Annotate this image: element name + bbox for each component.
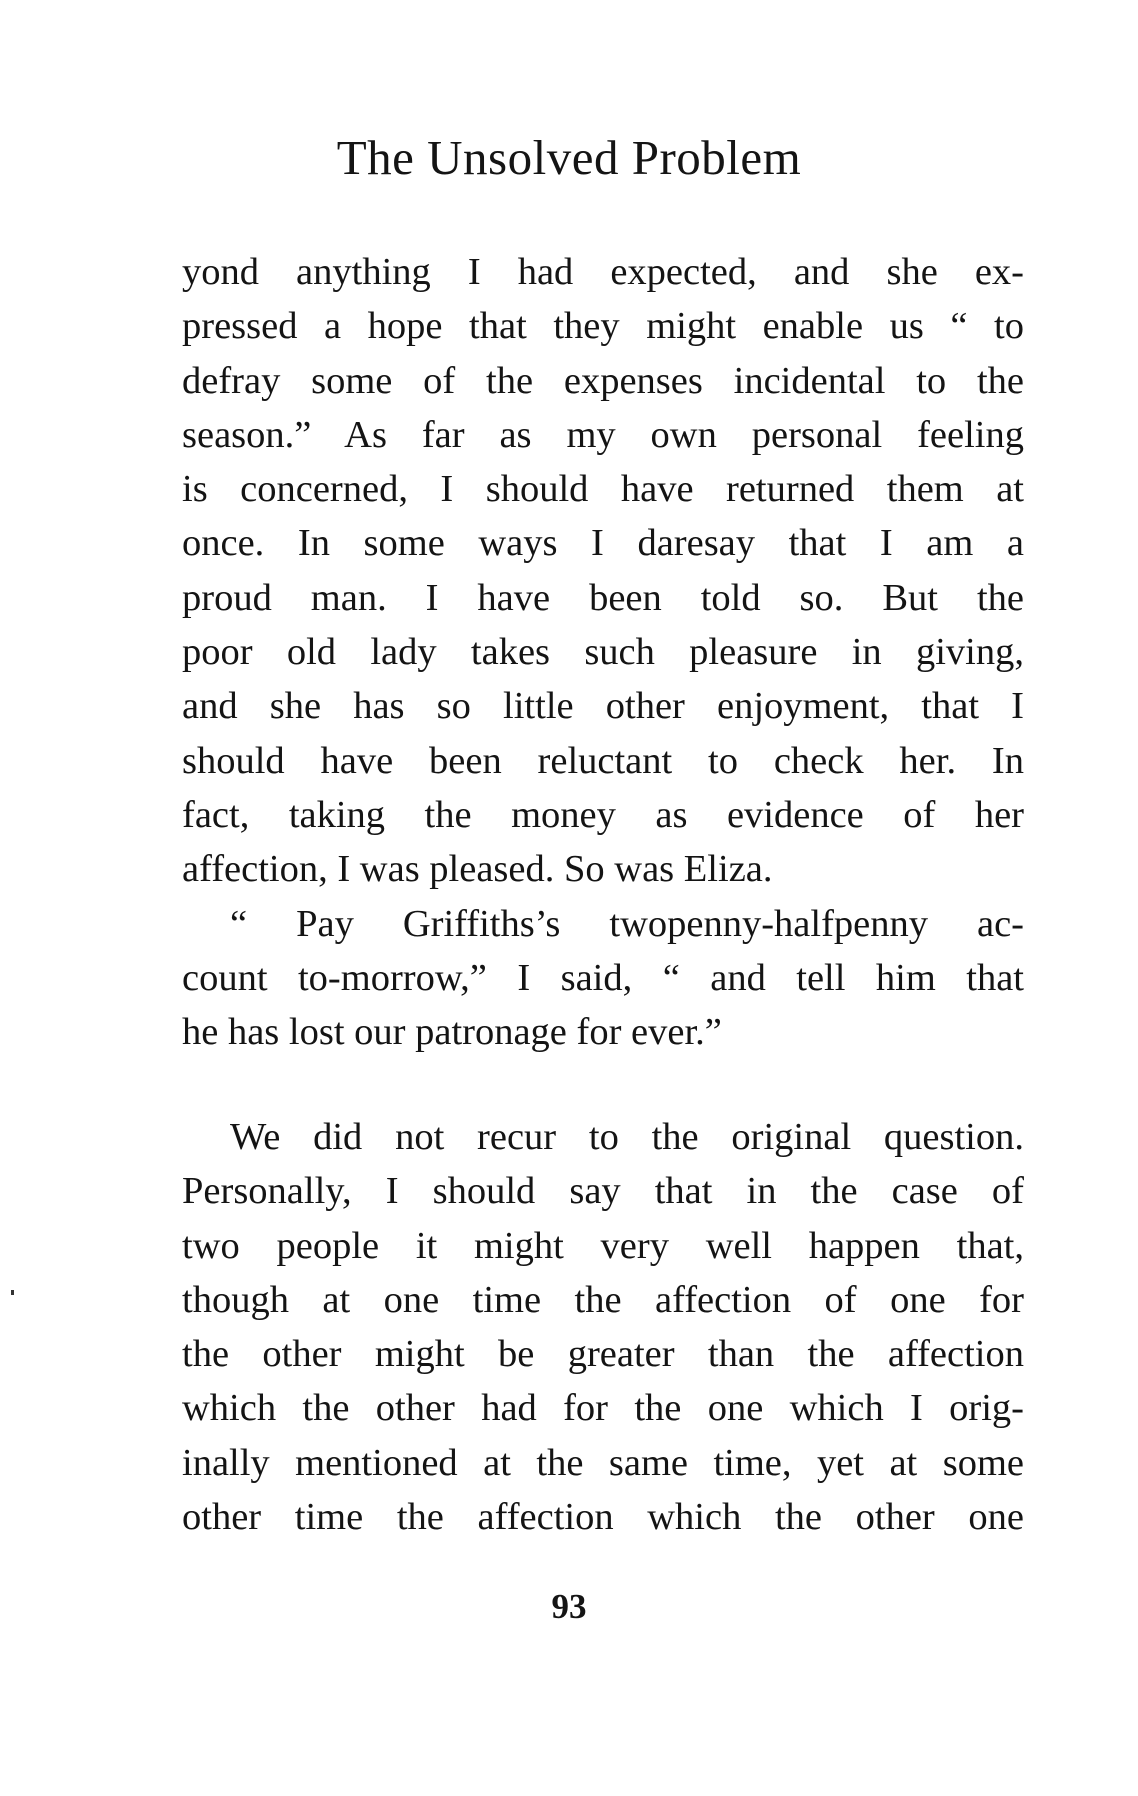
text-line: pressed a hope that they might enable us “ to — [182, 305, 1024, 348]
running-head: The Unsolved Problem — [336, 130, 802, 185]
text-line: defray some of the expenses incidental to the — [182, 359, 1024, 402]
text-line: poor old lady takes such pleasure in giving, — [182, 631, 1024, 674]
text-line: which the other had for the one which I orig- — [182, 1387, 1024, 1430]
text-line: affection, I was pleased. So was Eliza. — [182, 848, 773, 891]
text-line: fact, taking the money as evidence of her — [182, 793, 1024, 836]
text-line: count to-morrow,” I said, “ and tell him that — [182, 956, 1024, 999]
margin-speck — [11, 1290, 14, 1295]
text-line: the other might be greater than the affection — [182, 1333, 1024, 1376]
text-block-lower — [182, 1110, 1024, 1544]
text-line: he has lost our patronage for ever.” — [182, 1011, 722, 1054]
text-line: inally mentioned at the same time, yet at some — [182, 1441, 1024, 1484]
text-line: and she has so little other enjoyment, that I — [182, 685, 1024, 728]
page-number: 93 — [551, 1587, 587, 1626]
text-line: proud man. I have been told so. But the — [182, 576, 1024, 619]
text-line: though at one time the affection of one for — [182, 1278, 1024, 1321]
text-block-upper — [182, 245, 1024, 1059]
text-line: Personally, I should say that in the case of — [182, 1170, 1024, 1213]
text-line: yond anything I had expected, and she ex- — [182, 251, 1024, 293]
text-line: other time the affection which the other one — [182, 1496, 1024, 1539]
paragraph-3 — [182, 1110, 1024, 1544]
text-line: two people it might very well happen that, — [182, 1224, 1024, 1267]
text-line: should have been reluctant to check her. In — [182, 739, 1024, 782]
paragraph-2 — [182, 897, 1024, 1060]
text-line: “ Pay Griffiths’s twopenny-halfpenny ac- — [230, 902, 1024, 945]
text-line: once. In some ways I daresay that I am a — [182, 522, 1024, 565]
paragraph-1 — [182, 245, 1024, 897]
text-line: season.” As far as my own personal feeling — [182, 413, 1024, 456]
text-line: is concerned, I should have returned them at — [182, 468, 1024, 511]
text-line: We did not recur to the original question. — [230, 1116, 1024, 1158]
